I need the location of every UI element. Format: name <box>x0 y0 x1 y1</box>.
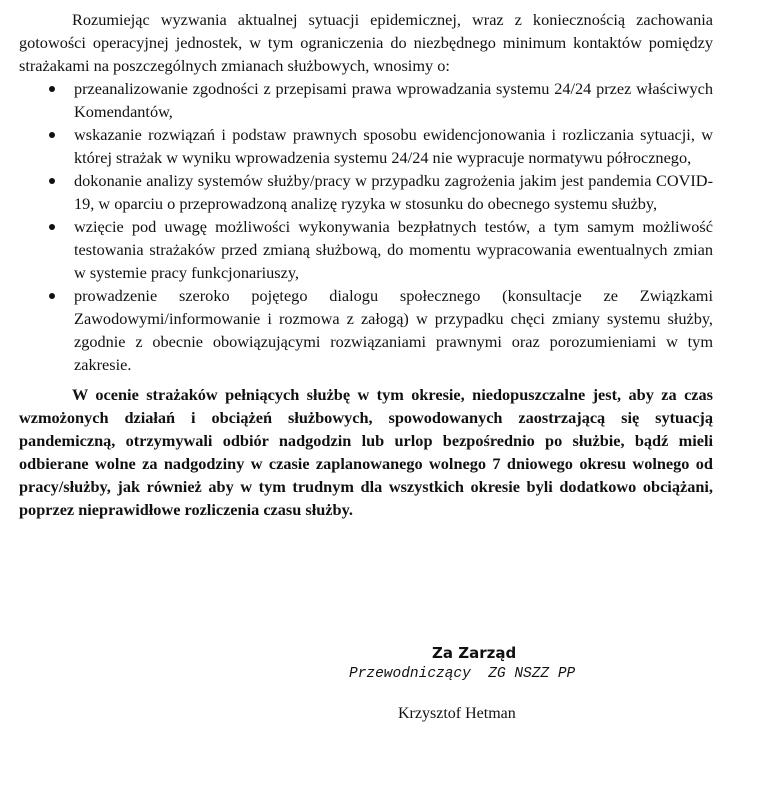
list-item-text: wzięcie pod uwagę możliwości wykonywania bezpłatnych testów, a tym samym możliwość testowania strażaków przed zmianą służbową, do momentu wypracowania ewentualnych zmian w systemie pracy funkcjonariuszy, <box>74 217 713 282</box>
list-item-text: wskazanie rozwiązań i podstaw prawnych sposobu ewidencjonowania i rozliczania sytuacji, w której strażak w wyniku wprowadzenia systemu 24/24 nie wypracuje normatywu półrocznego, <box>74 125 713 167</box>
list-item <box>19 215 713 284</box>
bold-statement-paragraph: W ocenie strażaków pełniących służbę w tym okresie, niedopuszczalne jest, aby za czas wzmożonych działań i obciążeń służbowych, spowodowanych zaostrzającą się sytuacją pandemiczną, otrzymywali odbiór nadgodzin lub urlop bezpośrednio po służbie, bądź mieli odbierane wolne za nadgodziny w czasie zaplanowanego wolnego 7 dniowego okresu wolnego od pracy/służby, jak również aby w tym trudnym dla wszystkich okresie byli dodatkowo obciążani, poprzez nieprawidłowe rozliczenia czasu służby. <box>19 385 713 519</box>
signature-name: Krzysztof Hetman <box>398 705 516 722</box>
list-item <box>19 77 713 123</box>
list-item <box>19 169 713 215</box>
list-item-text: przeanalizowanie zgodności z przepisami prawa wprowadzania systemu 24/24 przez właściwych Komendantów, <box>74 79 713 121</box>
signature-role: Przewodniczący ZG NSZZ PP <box>349 666 576 682</box>
bullet-icon <box>49 86 55 92</box>
intro-paragraph: Rozumiejąc wyzwania aktualnej sytuacji epidemicznej, wraz z koniecznością zachowania gotowości operacyjnej jednostek, w tym ograniczenia do niezbędnego minimum kontaktów pomiędzy strażakami na poszczególnych zmianach służbowych, wnosimy o: <box>19 10 713 75</box>
bullet-icon <box>49 178 55 184</box>
bullet-icon <box>49 132 55 138</box>
list-item-text: prowadzenie szeroko pojętego dialogu społecznego (konsultacje ze Związkami Zawodowymi/informowanie i rozmowa z załogą) w przypadku chęci zmiany systemu służby, zgodnie z obecnie obowiązującymi rozwiązaniami prawnymi oraz porozumieniami w tym zakresie. <box>74 286 713 374</box>
list-item <box>19 123 713 169</box>
bullet-icon <box>49 224 55 230</box>
document-body <box>19 8 713 521</box>
list-item-text: dokonanie analizy systemów służby/pracy w przypadku zagrożenia jakim jest pandemia COVID-19, w oparciu o przeprowadzoną analizę ryzyka w stosunku do obecnego systemu służby, <box>74 171 713 213</box>
request-list <box>19 77 713 376</box>
signature-title: Za Zarząd <box>432 644 517 662</box>
bullet-icon <box>49 293 55 299</box>
list-item <box>19 284 713 376</box>
